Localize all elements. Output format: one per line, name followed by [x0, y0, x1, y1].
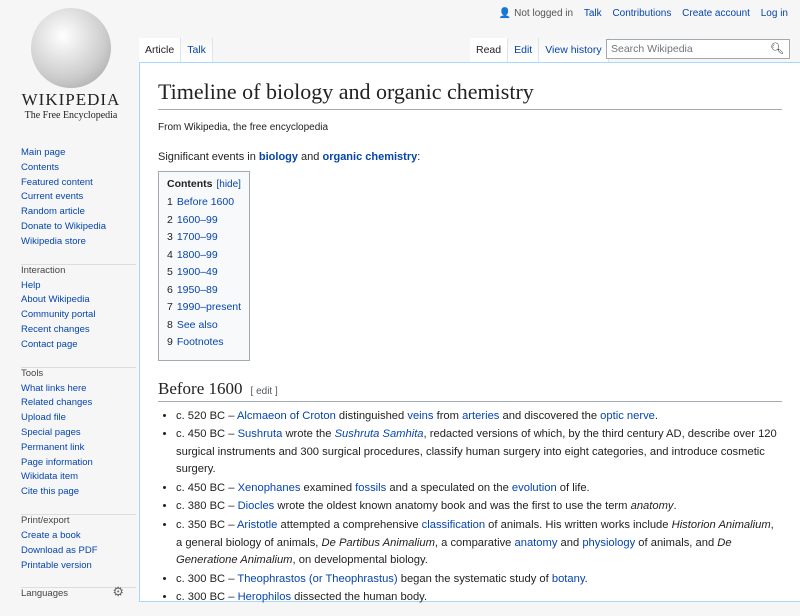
toc-number: 1 [167, 196, 173, 208]
sidebar-item-contact-page[interactable]: Contact page [21, 338, 78, 350]
text-segment: distinguished [335, 409, 408, 422]
sidebar-item-community-portal[interactable]: Community portal [21, 309, 96, 321]
text-segment: anatomy [630, 500, 674, 513]
text-segment: dissected the human body. [291, 591, 428, 604]
toc-number: 9 [167, 336, 173, 348]
event-item [176, 480, 782, 498]
inline-link[interactable]: Sushruta Samhita [334, 428, 424, 441]
text-segment: c. 520 BC – [176, 409, 237, 422]
wikipedia-logo[interactable] [12, 8, 130, 121]
sidebar-item-wikidata-item[interactable]: Wikidata item [21, 471, 79, 483]
text-segment: wrote the [282, 428, 335, 441]
event-item [176, 426, 782, 479]
toc-number: 8 [167, 318, 173, 331]
sidebar [21, 146, 136, 616]
text-segment: c. 300 BC – [176, 591, 238, 604]
toc-number: 2 [167, 213, 173, 226]
toc-number: 6 [167, 283, 173, 296]
inline-link[interactable]: arteries [462, 409, 500, 422]
tab-talk[interactable]: Talk [181, 38, 213, 62]
text-segment: and [298, 151, 323, 163]
text-segment: Historion Animalium [671, 519, 771, 532]
text-segment: examined [300, 481, 356, 494]
text-segment: . [673, 500, 677, 513]
text-segment: c. 300 BC – [176, 572, 238, 585]
inline-link[interactable]: Sushruta [237, 428, 283, 441]
section-edit-link[interactable]: [ edit ] [250, 385, 278, 397]
logo-tagline: The Free Encyclopedia [24, 110, 118, 121]
inline-link[interactable]: organic chemistry [322, 151, 418, 163]
inline-link[interactable]: Xenophanes [237, 481, 301, 494]
text-segment: . [654, 409, 658, 422]
search-input[interactable] [606, 39, 790, 59]
event-item [176, 408, 782, 426]
sidebar-item-random-article[interactable]: Random article [21, 206, 85, 218]
sidebar-item-related-changes[interactable]: Related changes [21, 397, 93, 409]
text-segment: Significant events in [158, 151, 259, 163]
toc-item[interactable] [167, 214, 241, 232]
toc-number: 7 [167, 301, 173, 313]
inline-link[interactable]: Theophrastos (or Theophrastus) [237, 572, 398, 585]
toc-item[interactable] [167, 196, 241, 214]
toc-item[interactable] [167, 231, 241, 249]
globe-icon [31, 8, 111, 88]
text-segment: of life. [556, 481, 590, 494]
toc-item[interactable] [167, 301, 241, 319]
sidebar-item-cite-this-page[interactable]: Cite this page [21, 486, 80, 498]
text-segment: , a comparative [434, 536, 515, 549]
article-content [139, 62, 800, 602]
inline-link[interactable]: Diocles [237, 500, 275, 513]
sidebar-heading: Tools [21, 367, 44, 379]
sidebar-item-donate-to-wikipedia[interactable]: Donate to Wikipedia [21, 220, 107, 232]
text-segment: De Partibus Animalium [321, 536, 435, 549]
text-segment: and a speculated on the [386, 481, 512, 494]
page-title: Timeline of biology and organic chemistry [158, 79, 782, 110]
inline-link[interactable]: physiology [582, 536, 636, 549]
sidebar-heading: Languages [21, 588, 69, 600]
text-segment: , a general biology of animals, [176, 519, 774, 549]
text-segment: , redacted versions of which, by the third century AD, describe over 120 surgical instruments and 300 surgical procedures, classify human surgery into eight categories, and introduce cosmetic surgery. [176, 428, 777, 476]
toc-link[interactable]: See also [176, 318, 218, 331]
sidebar-item-contents[interactable]: Contents [21, 161, 60, 173]
sidebar-item-printable-version[interactable]: Printable version [21, 559, 92, 571]
sidebar-item-page-information[interactable]: Page information [21, 456, 93, 468]
talk-link[interactable]: Talk [583, 8, 602, 19]
text-segment: of animals. His written works include [485, 519, 672, 532]
toc-title: Contents [167, 178, 213, 190]
gear-icon[interactable]: ⚙ [112, 584, 124, 600]
sidebar-heading: Print/export [21, 514, 70, 526]
search-placeholder: Search Wikipedia [611, 43, 693, 55]
sidebar-item-main-page[interactable]: Main page [21, 147, 66, 158]
event-item [176, 517, 782, 570]
text-segment: and [557, 536, 583, 549]
tab-edit[interactable]: Edit [508, 38, 539, 62]
inline-link[interactable]: Herophilos [237, 591, 292, 604]
text-segment: c. 450 BC – [176, 428, 238, 441]
toc-hide-toggle[interactable]: [hide] [216, 179, 241, 190]
sidebar-item-what-links-here[interactable]: What links here [21, 382, 87, 394]
sidebar-item-help[interactable]: Help [21, 279, 41, 291]
tab-article[interactable]: Article [139, 38, 181, 62]
sidebar-item-permanent-link[interactable]: Permanent link [21, 441, 85, 453]
page-subtitle: From Wikipedia, the free encyclopedia [158, 122, 329, 133]
toc-link[interactable]: Before 1600 [176, 196, 235, 208]
text-segment: . [584, 572, 588, 585]
toc-link[interactable]: 1800–99 [176, 248, 218, 261]
sidebar-item-featured-content[interactable]: Featured content [21, 176, 93, 188]
toc-item[interactable] [167, 249, 241, 267]
tab-view-history[interactable]: View history [539, 38, 608, 62]
toc-number: 3 [167, 231, 173, 243]
table-of-contents [158, 171, 250, 361]
text-segment: De Generatione Animalium [176, 536, 732, 567]
toc-link[interactable]: Footnotes [176, 336, 224, 348]
sidebar-item-recent-changes[interactable]: Recent changes [21, 323, 90, 335]
text-segment: : [417, 151, 421, 163]
text-segment: of animals, and [635, 536, 718, 549]
event-item [176, 571, 782, 589]
inline-link[interactable]: veins [407, 409, 434, 422]
search-icon[interactable]: 🔍︎ [770, 43, 784, 55]
toc-number: 5 [167, 266, 173, 278]
event-item [176, 589, 782, 607]
toc-item[interactable] [167, 336, 241, 354]
create-account-link[interactable]: Create account [682, 8, 750, 19]
events-list [158, 408, 782, 608]
section-title: Before 1600 [158, 378, 243, 398]
text-segment: c. 350 BC – [176, 519, 237, 532]
toc-link[interactable]: 1950–89 [176, 283, 218, 296]
inline-link[interactable]: evolution [511, 481, 557, 494]
text-segment: began the systematic study of [397, 572, 552, 585]
inline-link[interactable]: Alcmaeon of Croton [236, 409, 336, 422]
inline-link[interactable]: botany [551, 572, 585, 585]
inline-link[interactable]: Aristotle [236, 519, 278, 532]
toc-link[interactable]: 1700–99 [176, 231, 218, 243]
inline-link[interactable]: optic nerve [600, 409, 655, 422]
intro-paragraph [158, 151, 782, 163]
sidebar-item-current-events[interactable]: Current events [21, 191, 84, 203]
not-logged-in: Not logged in [514, 8, 574, 19]
text-segment: , on developmental biology. [292, 554, 428, 567]
tab-read[interactable]: Read [470, 38, 508, 62]
text-segment: c. 380 BC – [176, 500, 238, 513]
toc-link[interactable]: 1600–99 [176, 213, 218, 226]
toc-item[interactable] [167, 266, 241, 284]
event-item [176, 498, 782, 516]
section-heading [158, 379, 782, 402]
toc-item[interactable] [167, 319, 241, 337]
inline-link[interactable]: fossils [355, 481, 387, 494]
sidebar-item-about-wikipedia[interactable]: About Wikipedia [21, 294, 90, 306]
toc-link[interactable]: 1990–present [176, 301, 242, 313]
sidebar-item-special-pages[interactable]: Special pages [21, 426, 81, 438]
text-segment: attempted a comprehensive [277, 519, 422, 532]
text-segment: from [433, 409, 463, 422]
inline-link[interactable]: biology [258, 151, 298, 163]
toc-number: 4 [167, 248, 173, 261]
sidebar-item-wikipedia-store[interactable]: Wikipedia store [21, 235, 86, 247]
text-segment: and discovered the [499, 409, 601, 422]
sidebar-item-create-a-book[interactable]: Create a book [21, 529, 81, 541]
text-segment: c. 450 BC – [176, 481, 238, 494]
sidebar-item-download-as-pdf[interactable]: Download as PDF [21, 544, 98, 556]
logo-wordmark: WIKIPEDIA [21, 90, 121, 109]
inline-link[interactable]: classification [421, 519, 486, 532]
log-in-link[interactable]: Log in [760, 8, 788, 19]
toc-item[interactable] [167, 284, 241, 302]
inline-link[interactable]: anatomy [514, 536, 558, 549]
user-icon: 👤 [498, 8, 512, 19]
contributions-link[interactable]: Contributions [612, 8, 672, 19]
sidebar-heading: Interaction [21, 264, 66, 276]
text-segment: wrote the oldest known anatomy book and was the first to use the term [274, 500, 631, 513]
personal-tools [491, 8, 788, 19]
sidebar-item-upload-file[interactable]: Upload file [21, 412, 66, 424]
toc-link[interactable]: 1900–49 [176, 266, 218, 278]
